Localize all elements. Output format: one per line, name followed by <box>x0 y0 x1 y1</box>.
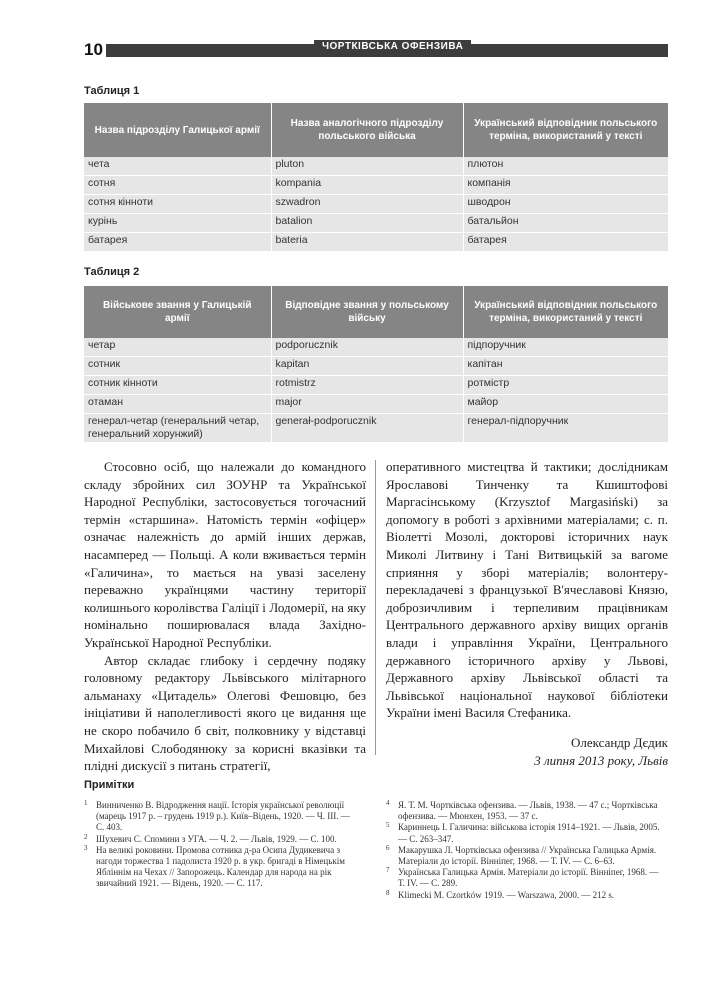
notes-right-column <box>386 800 661 901</box>
footnote: 4 Я. Т. М. Чортківська офензива. — Львів, 1938. — 47 с.; Чортківська офензива. — Мюнхен, 1953. — 37 с. <box>386 799 658 822</box>
table1-header-cell: Назва аналогічного підрозділу польського війська <box>271 103 463 157</box>
signature-date: 3 липня 2013 року, Львів <box>534 752 668 768</box>
table-row <box>84 395 668 414</box>
table-cell: отаман <box>84 395 271 414</box>
table2-label: Таблиця 2 <box>84 266 140 278</box>
table-cell: плютон <box>463 157 668 176</box>
table-cell: капітан <box>463 357 668 376</box>
table-row <box>84 357 668 376</box>
footnote: 2 Шухевич С. Спомини з УГА. — Ч. 2. — Львів, 1929. — С. 100. <box>84 832 337 844</box>
table-cell: generał-podporucznik <box>271 414 463 443</box>
table1-header-row <box>84 103 668 157</box>
table-cell: kompania <box>271 176 463 195</box>
table-cell: батарея <box>84 233 271 252</box>
body-paragraph: оперативного мистецтва й тактики; дослідникам Ярославові Тинченку та Кшиштофові Маргасінському (Krzysztof Margasiński) за допомогу в роботі з архівними матеріалами; с. п. Віолетті Мозолі, докторові історичних наук Миколі Литвину і Тані Витвицькій за вагоме сприяння у зборі матеріалів; волонтеру-перекладачеві з французької В'ячеславові Князю, доброзичливим і терпеливим працівникам Центрального державного архіву вищих органів влади і управління України, Центрального державного історичного архіву у Львові, Державного архіву Львівської області та Львівської національної наукової бібліотеки України імені Василя Стефаника. <box>386 459 668 721</box>
table-cell: сотня <box>84 176 271 195</box>
body-paragraph: Стосовно осіб, що належали до командного складу збройних сил ЗОУНР та Української Народної Республіки, застосовується тогочасний термін «старшина». Натомість термін «офіцер» означає належність до армій інших держав, насамперед — Польщі. А коли вживається термін «Галичина», то мається на увазі заселену переважно українцями частину території колишнього королівства Галіції і Лодомерії, на яку номінально поширювалася влада Західно-Української Народної Республіки. <box>84 459 366 650</box>
table-row <box>84 214 668 233</box>
table-cell: сотня кінноти <box>84 195 271 214</box>
table-cell: майор <box>463 395 668 414</box>
table-cell: szwadron <box>271 195 463 214</box>
table-cell: сотник <box>84 357 271 376</box>
page-header <box>84 40 668 60</box>
table2-header-row <box>84 286 668 338</box>
table1 <box>84 103 668 252</box>
table1-label: Таблиця 1 <box>84 85 140 97</box>
table2-header-cell: Український відповідник польського терміна, використаний у тексті <box>463 286 668 338</box>
table2 <box>84 286 668 443</box>
notes-title: Примітки <box>84 779 135 791</box>
footnote: 3 На великі роковини. Промова сотника д-ра Осипа Дудикевича з нагоди торжества 1 падолиста 1920 р. в укр. бригаді в Німецькім Ябліннім на Чехах // Запорожець. Календар для народа на рік звичайний 1921. — Відень, 1920. — С. 117. <box>84 843 345 889</box>
table-cell: курінь <box>84 214 271 233</box>
page-number: 10 <box>84 40 103 59</box>
footnote: 5 Кариннець І. Галичина: військова історія 1914–1921. — Львів, 2005. — С. 263–347. <box>386 821 660 844</box>
footnote: 1 Винниченко В. Відродження нації. Історія української революції (марець 1917 р. – грудень 1919 р.). Київ–Відень, 1920. — Ч. III. — С. 403. <box>84 799 350 833</box>
table-row <box>84 338 668 357</box>
table-cell: батальйон <box>463 214 668 233</box>
running-title: ЧОРТКІВСЬКА ОФЕНЗИВА <box>314 40 471 53</box>
table-row <box>84 176 668 195</box>
table-cell: rotmistrz <box>271 376 463 395</box>
body-right-column <box>386 458 668 769</box>
author-signature: Олександр Дєдик <box>571 734 668 750</box>
table-cell: podporucznik <box>271 338 463 357</box>
table-cell: батарея <box>463 233 668 252</box>
table-row <box>84 414 668 443</box>
table-row <box>84 195 668 214</box>
footnote: 8 Klimecki M. Czortków 1919. — Warszawa, 2000. — 212 s. <box>386 888 615 900</box>
table-cell: ротмістр <box>463 376 668 395</box>
table2-header-cell: Відповідне звання у польському війську <box>271 286 463 338</box>
table-cell: чета <box>84 157 271 176</box>
table-cell: major <box>271 395 463 414</box>
body-left-column <box>84 458 366 775</box>
table-cell: генерал-четар (генеральний четар, генеральний хорунжий) <box>84 414 271 443</box>
table-row <box>84 376 668 395</box>
table-cell: сотник кінноти <box>84 376 271 395</box>
body-paragraph: Автор складає глибоку і сердечну подяку головному редактору Львівського мілітарного альманаху «Цитадель» Олегові Фешовцю, без ініціативи й наполегливості якого це видання ще не скоро побачило б світ, полковнику у відставці Михайлові Слободянюку за корисні вказівки та плідні дискусії з питань стратегії, <box>84 652 366 774</box>
table-cell: четар <box>84 338 271 357</box>
notes-left-column <box>84 800 359 890</box>
footnote: 6 Макарушка Л. Чортківська офензива // Українська Галицька Армія. Матеріали до історії. Вінніпег, 1968. — Т. IV. — С. 6–63. <box>386 843 657 867</box>
column-divider <box>375 460 376 755</box>
table-cell: генерал-підпоручник <box>463 414 668 443</box>
table-cell: kapitan <box>271 357 463 376</box>
table2-header-cell: Військове звання у Галицькій армії <box>84 286 271 338</box>
table-cell: шводрон <box>463 195 668 214</box>
table-cell: bateria <box>271 233 463 252</box>
table-cell: pluton <box>271 157 463 176</box>
table-row <box>84 157 668 176</box>
table1-header-cell: Український відповідник польського терміна, використаний у тексті <box>463 103 668 157</box>
table1-header-cell: Назва підрозділу Галицької армії <box>84 103 271 157</box>
footnote: 7 Українська Галицька Армія. Матеріали до історії. Вінніпег, 1968. — Т. IV. — С. 289. <box>386 866 659 889</box>
table-cell: компанія <box>463 176 668 195</box>
table-row <box>84 233 668 252</box>
table-cell: batalion <box>271 214 463 233</box>
table-cell: підпоручник <box>463 338 668 357</box>
